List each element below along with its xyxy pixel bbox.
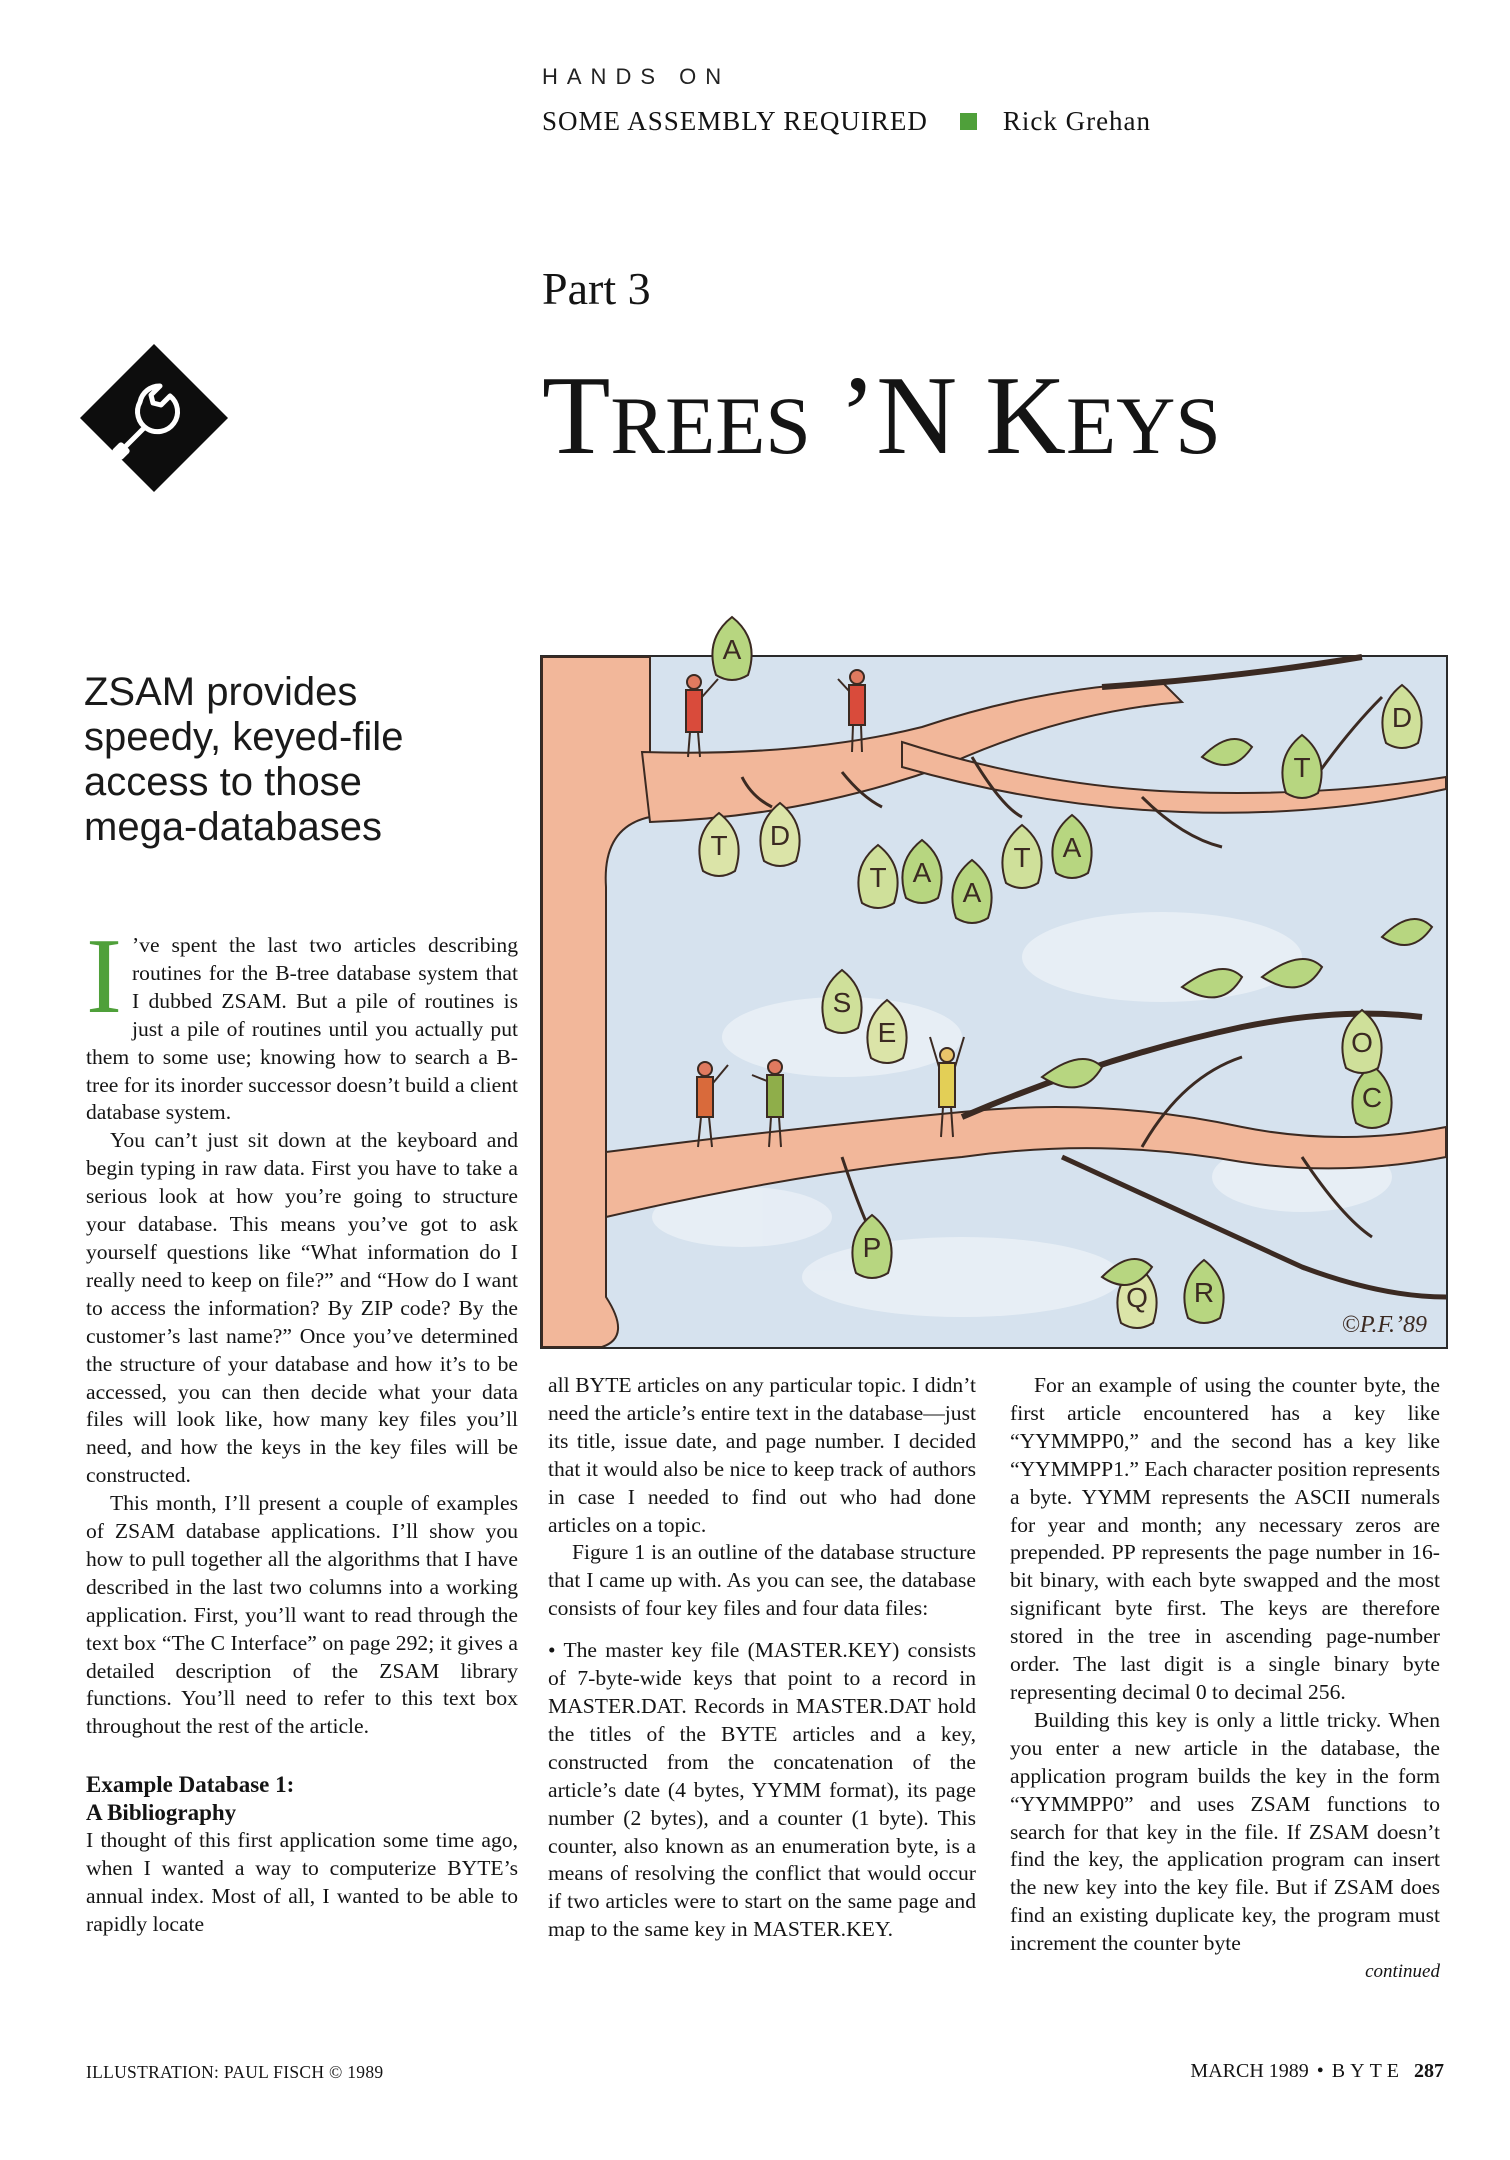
subhead-line: Example Database 1:	[86, 1772, 295, 1798]
continued-label: continued	[1365, 1961, 1440, 1983]
svg-text:D: D	[769, 820, 791, 851]
tree-illustration	[542, 634, 1446, 1347]
column-name: SOME ASSEMBLY REQUIRED	[542, 106, 928, 136]
headline	[542, 354, 1221, 478]
svg-text:S: S	[832, 987, 852, 1018]
green-square-icon	[960, 113, 977, 130]
paragraph: ’ve spent the last two articles describing routines for the B-tree database system that I dubbed ZSAM. But a pile of routines is just a pile of routines until you actually put them to some use; knowing how to search a B-tree for its inorder successor doesn’t build a client database system.	[86, 933, 518, 1125]
body-column-1	[86, 917, 518, 1939]
body-column-3	[1010, 1372, 1440, 1984]
part-label: Part 3	[542, 263, 651, 314]
svg-text:E: E	[877, 1017, 897, 1048]
svg-text:A: A	[962, 877, 982, 908]
svg-text:T: T	[710, 830, 728, 861]
svg-text:A: A	[722, 634, 742, 665]
svg-text:Q: Q	[1126, 1282, 1148, 1313]
headline-initial-2: ’N	[838, 354, 958, 478]
subhead-line: A Bibliography	[86, 1800, 237, 1826]
paragraph: Building this key is only a little tricky. When you enter a new article in the database, the application program builds the key in the form “YYMMPP0” and uses ZSAM functions to search for that key in the file. If ZSAM doesn’t find the key, the application program can insert the new key into the key file. But if ZSAM does find an existing duplicate key, the program must increment the counter byte	[1010, 1707, 1440, 1956]
illustration	[540, 634, 1448, 1349]
illustration-credit: ILLUSTRATION: PAUL FISCH © 1989	[86, 2062, 384, 2082]
svg-text:T: T	[1293, 752, 1311, 783]
magazine-name: BYTE	[1331, 2060, 1404, 2082]
headline-rest-1: REES	[610, 380, 811, 471]
deck: ZSAM provides speedy, keyed-file access to those mega-databases	[84, 670, 404, 849]
leaf	[712, 617, 751, 680]
svg-text:P: P	[862, 1232, 882, 1263]
paragraph: This month, I’ll present a couple of examples of ZSAM database applications. I’ll show you how to pull together all the algorithms that I have described in the last two columns into a working application. First, you’ll want to read through the text box “The C Interface” on page 292; it gives a detailed description of the ZSAM library functions. You’ll need to refer to this text box throughout the rest of the article.	[86, 1491, 518, 1739]
paragraph: I thought of this first application some time ago, when I wanted a way to computerize BYTE’s annual index. Most of all, I wanted to be able to rapidly locate	[86, 1828, 518, 1936]
svg-text:O: O	[1351, 1027, 1373, 1058]
artist-signature: ©P.F.’89	[1341, 1312, 1427, 1338]
issue-date: MARCH 1989	[1190, 2060, 1309, 2082]
svg-text:A: A	[912, 857, 932, 888]
svg-text:R: R	[1193, 1277, 1215, 1308]
headline-rest-3: EYS	[1065, 380, 1221, 471]
svg-text:A: A	[1062, 832, 1082, 863]
page-number: 287	[1414, 2060, 1444, 2082]
bullet-paragraph: • The master key file (MASTER.KEY) consists of 7-byte-wide keys that point to a record in MASTER.DAT. Records in MASTER.DAT hold the titles of the BYTE articles and a key, constructed from the concatenation of the article’s date (4 bytes, YYMM format), its page number (2 bytes), and a counter (1 byte). This counter, also known as an enumeration byte, is a means of resolving the conflict that would occur if two articles were to start on the same page and map to the same key in MASTER.KEY.	[548, 1638, 976, 1942]
drop-cap: I	[86, 917, 122, 1036]
paragraph: You can’t just sit down at the keyboard and begin typing in raw data. First you have to take a serious look at how you’re going to structure your database. This means you’ve got to ask yourself questions like “What information do I really need to keep on file?” and “How do I want to access the information? By ZIP code? By the customer’s last name?” Once you’ve determined the structure of your database and how it’s to be accessed, you can then decide what your data files will look like, how many key files you’ll need, and how the keys in the key files will be constructed.	[86, 1128, 518, 1488]
paragraph: all BYTE articles on any particular topic. I didn’t need the article’s entire text in the database—just its title, issue date, and page number. I decided that it would also be nice to keep track of authors in case I needed to find out who had done articles on a topic.	[548, 1373, 976, 1537]
section-label: HANDS ON	[542, 64, 731, 89]
subhead	[86, 1771, 518, 1827]
headline-initial-3: K	[985, 354, 1066, 478]
folio	[1190, 2060, 1444, 2083]
svg-text:D: D	[1391, 702, 1413, 733]
author-name: Rick Grehan	[1002, 106, 1152, 136]
paragraph: For an example of using the counter byte, the first article encountered has a key like “YYMMPP0,” and the second has a key like “YYMMPP1.” Each character position represents a byte. YYMM represents the ASCII numerals for year and month; any necessary zeros are prepended. PP represents the page number in 16-bit binary, with each byte swapped and the most significant byte first. The keys are therefore stored in the tree in ascending page-number order. The last digit is a single binary byte representing decimal 0 to decimal 256.	[1010, 1373, 1440, 1704]
svg-text:C: C	[1361, 1082, 1383, 1113]
body-column-2	[548, 1372, 976, 1944]
wrench-logo-icon	[78, 342, 230, 494]
column-line	[542, 106, 1151, 137]
folio-separator: •	[1316, 2060, 1324, 2082]
paragraph: Figure 1 is an outline of the database structure that I came up with. As you can see, the database consists of four key files and four data files:	[548, 1540, 976, 1621]
svg-text:T: T	[869, 862, 887, 893]
headline-initial-1: T	[542, 354, 611, 478]
svg-text:T: T	[1013, 842, 1031, 873]
